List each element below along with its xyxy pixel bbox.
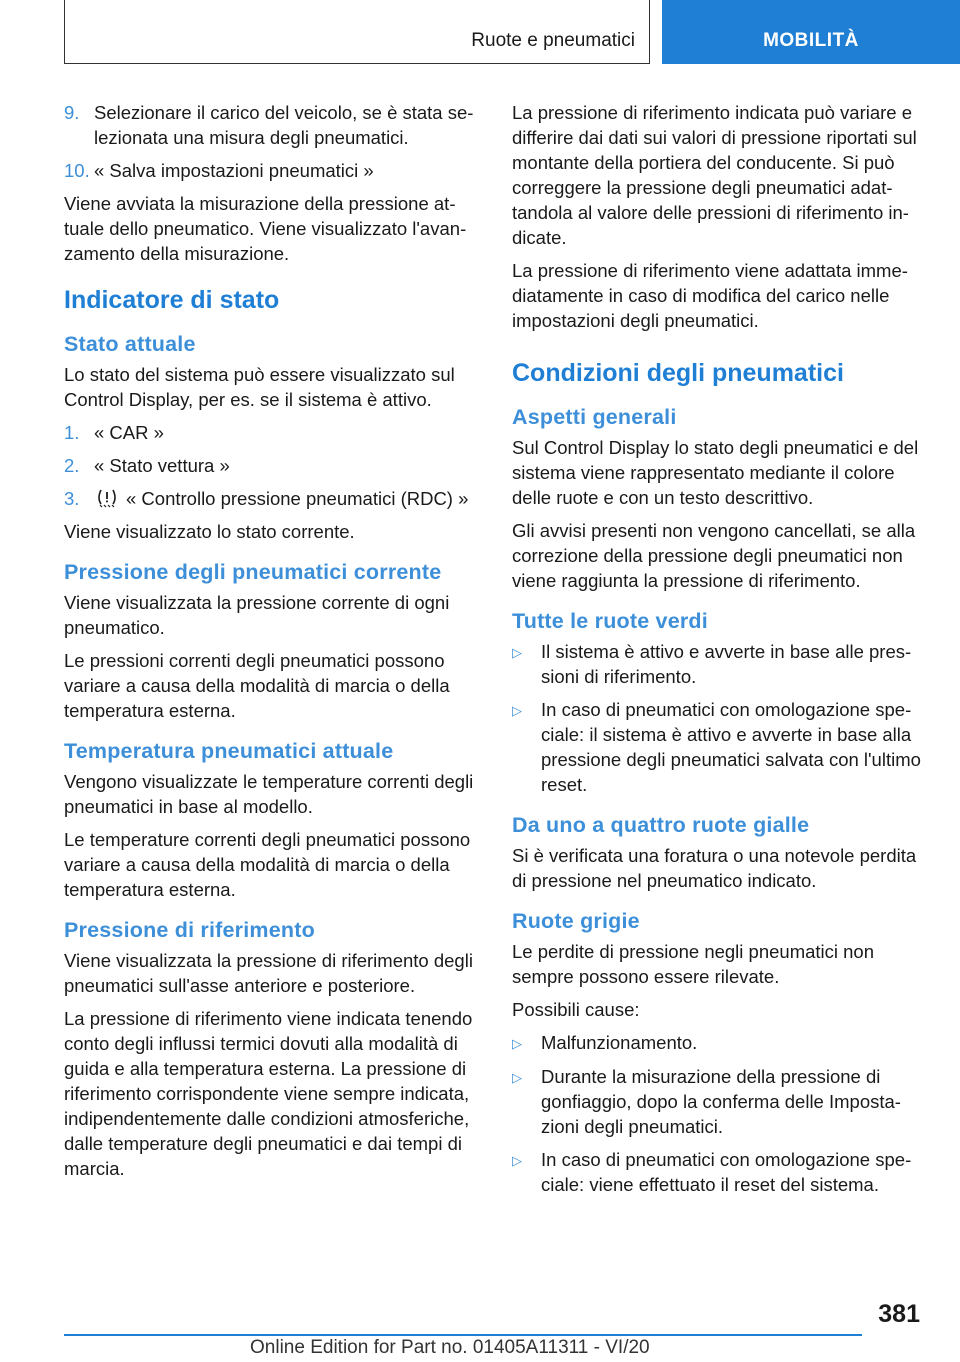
tire-pressure-warning-icon [96, 488, 118, 508]
step-9 [64, 100, 484, 150]
paragraph: Viene visualizzato lo stato corrente. [64, 521, 355, 542]
paragraph: Viene visualizzata la pressione di riferimento degli pneumatici sull'asse anteriore e posteriore. [64, 950, 473, 996]
heading-temperatura: Temperatura pneumatici attuale [64, 739, 394, 763]
paragraph: La pressione di riferimento viene adattata immediatamente in caso di modifica del carico nelle impostazioni degli pneumatici. [512, 260, 908, 331]
paragraph: Viene avviata la misurazione della pressione attuale dello pneumatico. Viene visualizzato l'avanzamento della misurazione. [64, 193, 467, 264]
heading-ruote-grigie: Ruote grigie [512, 909, 640, 933]
heading-stato-attuale: Stato attuale [64, 332, 196, 356]
paragraph: La pressione di riferimento indicata può variare e differire dai dati sui valori di pressione riportati sul montante della portiera del conducente. Si può correggere la pressione degli pneumatici adattandola al valore delle pressioni di riferimento indicate. [512, 102, 917, 248]
paragraph: Gli avvisi presenti non vengono cancellati, se alla correzione della pressione degli pneumatici non viene raggiunta la pressione di riferimento. [512, 520, 916, 591]
list-item-text: Durante la misurazione della pressione di gonfiaggio, dopo la conferma delle Impostazioni degli pneumatici. [541, 1066, 901, 1137]
paragraph: Le perdite di pressione negli pneumatici non sempre possono essere rilevate. [512, 941, 875, 987]
triangle-bullet-icon: ▷ [512, 1070, 522, 1085]
paragraph: Le temperature correnti degli pneumatici possono variare a causa della modalità di marcia o della temperatura esterna. [64, 829, 471, 900]
paragraph: Lo stato del sistema può essere visualizzato sul Control Display, per es. se il sistema è attivo. [64, 364, 455, 410]
edition-text: Online Edition for Part no. 01405A11311 - VI/20 [250, 1337, 650, 1358]
heading-aspetti-generali: Aspetti generali [512, 405, 677, 429]
step-number: 10. [64, 160, 90, 181]
header-section-box [64, 0, 650, 64]
header-chapter-tab[interactable] [662, 0, 960, 64]
heading-indicatore-di-stato: Indicatore di stato [64, 286, 280, 314]
paragraph: Si è verificata una foratura o una notevole perdita di pressione nel pneumatico indicato. [512, 845, 917, 891]
triangle-bullet-icon: ▷ [512, 645, 522, 660]
step-3 [64, 486, 484, 511]
list-item-text: In caso di pneumatici con omologazione speciale: il sistema è attivo e avverte in base alla pressione degli pneumatici salvata con l'ultimo reset. [541, 699, 921, 795]
list-item [512, 1064, 928, 1139]
step-text: « Controllo pressione pneumatici (RDC) » [126, 488, 469, 509]
step-1 [64, 420, 484, 445]
header-chapter-label: MOBILITÀ [763, 30, 859, 51]
page-number: 381 [878, 1300, 920, 1328]
list-item-text: Il sistema è attivo e avverte in base alle pressioni di riferimento. [541, 641, 912, 687]
footer-divider [64, 1334, 862, 1336]
heading-condizioni: Condizioni degli pneumatici [512, 359, 844, 387]
step-number: 2. [64, 455, 80, 476]
step-number: 3. [64, 488, 80, 509]
paragraph: La pressione di riferimento viene indicata tenendo conto degli influssi termici dovuti alla modalità di guida e alla temperatura esterna. La pressione di riferimento corrispondente viene sempre indicata, indipendentemente dalle condizioni atmosferiche, dalle temperature degli pneumatici e dai tempi di marcia. [64, 1008, 473, 1179]
page-header [0, 0, 960, 66]
page-footer [0, 1300, 960, 1362]
left-column [64, 100, 484, 1189]
heading-ruote-verdi: Tutte le ruote verdi [512, 609, 708, 633]
triangle-bullet-icon: ▷ [512, 1036, 522, 1051]
triangle-bullet-icon: ▷ [512, 703, 522, 718]
step-text: « Salva impostazioni pneumatici » [94, 160, 374, 181]
step-text: Selezionare il carico del veicolo, se è stata selezionata una misura degli pneumatici. [94, 102, 474, 148]
step-text: « Stato vettura » [94, 455, 230, 476]
step-2 [64, 453, 484, 478]
list-item [512, 1030, 928, 1056]
step-number: 1. [64, 422, 80, 443]
heading-pressione-riferimento: Pressione di riferimento [64, 918, 315, 942]
step-number: 9. [64, 102, 80, 123]
heading-pressione-corrente: Pressione degli pneumatici corrente [64, 560, 442, 584]
paragraph: Sul Control Display lo stato degli pneumatici e del sistema viene rappresentato mediante il colore delle ruote e con un testo descrittivo. [512, 437, 919, 508]
list-item [512, 639, 928, 689]
step-text-wrapper [94, 486, 484, 511]
step-text: « CAR » [94, 422, 164, 443]
triangle-bullet-icon: ▷ [512, 1153, 522, 1168]
paragraph: Viene visualizzata la pressione corrente di ogni pneumatico. [64, 592, 450, 638]
list-item [512, 697, 928, 797]
heading-ruote-gialle: Da uno a quattro ruote gialle [512, 813, 810, 837]
list-item [512, 1147, 928, 1197]
header-section-title: Ruote e pneumatici [471, 30, 635, 51]
paragraph: Possibili cause: [512, 999, 640, 1020]
paragraph: Vengono visualizzate le temperature correnti degli pneumatici in base al modello. [64, 771, 474, 817]
list-item-text: In caso di pneumatici con omologazione speciale: viene effettuato il reset del sistema. [541, 1149, 912, 1195]
paragraph: Le pressioni correnti degli pneumatici possono variare a causa della modalità di marcia o della temperatura esterna. [64, 650, 450, 721]
step-10 [64, 158, 484, 183]
right-column [512, 100, 928, 1205]
list-item-text: Malfunzionamento. [541, 1032, 698, 1053]
